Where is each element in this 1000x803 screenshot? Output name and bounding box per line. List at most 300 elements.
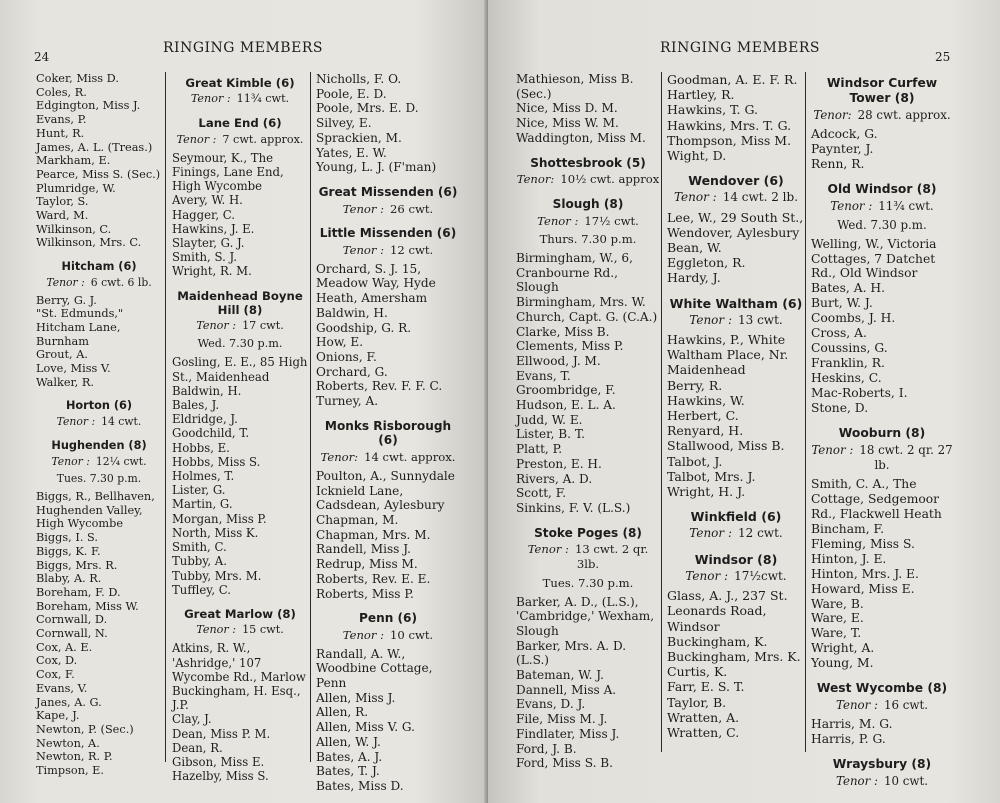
tower-entry [811, 182, 953, 416]
tower-heading: Great Missenden (6) [318, 184, 458, 199]
running-head: RINGING MEMBERS [163, 40, 323, 56]
member-name: Ford, J. B. [516, 741, 577, 756]
member-name: Wright, A. [811, 641, 875, 656]
tenor-weight: 14 cwt. 2 lb. [722, 190, 799, 205]
tenor-line [516, 214, 660, 229]
member-name: Wratten, A. [667, 709, 740, 725]
member-name: Clements, Miss P. [516, 339, 624, 354]
member-name: Baldwin, H. [316, 305, 388, 320]
tower-entry [316, 226, 460, 408]
tenor-weight: 14 cwt. approx. [364, 450, 456, 465]
tenor-weight: 15 cwt. [242, 623, 284, 637]
member-name: Ellwood, J. M. [516, 353, 601, 368]
tenor-line [811, 199, 953, 214]
member-name: Onions, F. [316, 349, 377, 364]
member-name: Hartley, R. [667, 87, 735, 103]
tenor-line [516, 172, 660, 187]
tenor-label: Tenor : [190, 92, 231, 106]
member-name: Hawkins, T. G. [667, 102, 758, 118]
tenor-label: Tenor : [527, 542, 569, 557]
tower-entry [172, 607, 308, 783]
member-name: Hobbs, E. [172, 440, 230, 455]
member-name: Mac-Roberts, I. [811, 386, 908, 401]
tower-entry [811, 426, 953, 671]
member-name: Randell, Miss J. [316, 542, 411, 557]
member-name: Chapman, Mrs. M. [316, 527, 431, 542]
member-name: Sinkins, F. V. (L.S.) [516, 500, 631, 515]
member-name: Paynter, J. [811, 141, 874, 156]
tower-entry [667, 552, 805, 740]
member-name: Wilkinson, C. [36, 222, 112, 236]
member-name: Wright, R. M. [172, 264, 252, 279]
member-name: Judd, W. E. [516, 412, 583, 427]
member-name: Chapman, M. [316, 512, 399, 527]
tenor-line [36, 276, 162, 290]
member-name: Newton, P. (Sec.) [36, 722, 134, 736]
tower-heading: Wooburn (8) [838, 426, 926, 441]
member-name: Barker, Mrs. A. D. (L.S.) [516, 638, 627, 668]
member-name: Smith, C. [172, 540, 227, 555]
tenor-line [316, 202, 460, 217]
member-name: Wratten, C. [667, 724, 740, 740]
tower-entry [36, 260, 162, 389]
member-name: Walker, R. [36, 375, 94, 389]
member-name: Tubby, A. [172, 554, 227, 569]
tower-entry [667, 296, 805, 500]
member-name: Cornwall, D. [36, 613, 108, 627]
tenor-weight: 6 cwt. 6 lb. [90, 275, 152, 289]
tower-entry [172, 116, 308, 278]
tenor-label: Tenor : [342, 627, 385, 642]
member-name: Lister, G. [172, 483, 226, 498]
member-name: Buckingham, Mrs. K. [667, 648, 801, 664]
member-name: Plumridge, W. [36, 181, 116, 195]
member-name: James, A. L. (Treas.) [36, 140, 153, 154]
tenor-line [516, 542, 660, 571]
member-name: Nice, Miss W. M. [516, 116, 619, 131]
tower-heading: Great Kimble (6) [185, 76, 295, 90]
member-name: Heskins, C. [811, 371, 882, 386]
member-name: Hagger, C. [172, 207, 236, 222]
tower-heading: White Waltham (6) [669, 295, 803, 311]
member-name: Goodship, G. R. [316, 320, 412, 335]
tenor-label: Tenor : [51, 454, 90, 468]
member-name: Clay, J. [172, 712, 212, 727]
member-name: Kape, J. [36, 709, 80, 723]
tower-entry [667, 72, 805, 163]
left-page [0, 0, 488, 803]
member-name: Evans, V. [36, 681, 88, 695]
member-name: Redrup, Miss M. [316, 557, 418, 572]
member-name: Burt, W. J. [811, 296, 873, 311]
member-name: Wilkinson, Mrs. C. [36, 236, 142, 250]
column-rule [805, 72, 806, 752]
member-name: Martin, G. [172, 497, 233, 512]
tenor-label: Tenor: [516, 172, 555, 187]
member-name: Young, M. [811, 656, 874, 671]
tower-entry [516, 197, 660, 516]
tenor-label: Tenor : [685, 568, 729, 583]
tenor-label: Tenor : [673, 190, 717, 205]
member-name: Ware, B. [811, 596, 864, 611]
tenor-weight: 17 cwt. [242, 319, 284, 333]
tower-entry [36, 72, 162, 250]
member-name: Edgington, Miss J. [36, 99, 141, 113]
right-column-2 [667, 72, 805, 740]
tower-entry [811, 757, 953, 789]
tower-heading: Wendover (6) [688, 173, 784, 189]
member-name: Hinton, Mrs. J. E. [811, 566, 919, 581]
member-name: Bates, T. J. [316, 764, 380, 779]
member-name: Barker, A. D., (L.S.), 'Cambridge,' Wexham, Slough [516, 594, 655, 638]
tenor-label: Tenor : [689, 312, 732, 327]
member-name: Clarke, Miss B. [516, 324, 610, 339]
member-name: Findlater, Miss J. [516, 726, 620, 741]
member-name: Lister, B. T. [516, 427, 585, 442]
member-name: Talbot, Mrs. J. [667, 468, 756, 484]
member-name: Church, Capt. G. (C.A.) [516, 309, 658, 324]
tenor-weight: 7 cwt. approx. [222, 132, 304, 146]
member-name: Hawkins, J. E. [172, 221, 255, 236]
member-name: Hazelby, Miss S. [172, 769, 269, 784]
member-name: Welling, W., Victoria Cottages, 7 Datchet Rd., Old Windsor [811, 236, 937, 281]
member-name: Gibson, Miss E. [172, 754, 265, 769]
member-name: Buckingham, H. Esq., J.P. [172, 683, 301, 713]
member-name: Renn, R. [811, 156, 865, 171]
running-head: RINGING MEMBERS [660, 40, 820, 56]
tower-entry [316, 72, 460, 175]
tenor-weight: 12¼ cwt. [95, 454, 147, 468]
tower-entry [516, 156, 660, 187]
member-name: Janes, A. G. [36, 695, 102, 709]
member-name: How, E. [316, 335, 364, 350]
member-name: Birmingham, Mrs. W. [516, 295, 646, 310]
tower-heading: Lane End (6) [198, 116, 282, 131]
tower-entry [172, 76, 308, 106]
member-name: Evans, D. J. [516, 697, 586, 712]
member-name: Orchard, G. [316, 364, 388, 379]
column-rule [310, 72, 311, 762]
tower-heading: Slough (8) [552, 196, 624, 211]
member-name: Nicholls, F. O. [316, 72, 402, 86]
member-name: Talbot, J. [667, 453, 723, 469]
tenor-weight: 13 cwt. 2 qr. 3lb. [574, 542, 649, 572]
member-name: Sprackien, M. [316, 130, 402, 145]
left-column-3 [316, 72, 460, 794]
member-name: Roberts, Rev. E. E. [316, 571, 431, 586]
member-name: Baldwin, H. [172, 383, 242, 398]
left-column-1 [36, 72, 162, 778]
tenor-line [172, 319, 308, 333]
member-name: Roberts, Miss P. [316, 586, 414, 601]
member-name: Smith, S. J. [172, 250, 237, 265]
tenor-label: Tenor : [196, 623, 237, 637]
member-name: Thompson, Miss M. [667, 132, 792, 148]
member-name: Buckingham, K. [667, 633, 768, 649]
member-name: Dannell, Miss A. [516, 682, 617, 697]
tenor-weight: 16 cwt. [884, 698, 928, 713]
member-name: Hobbs, Miss S. [172, 454, 261, 469]
tenor-line [811, 443, 953, 473]
member-name: Harris, P. G. [811, 732, 886, 747]
tenor-weight: 10½ cwt. approx [560, 172, 660, 187]
member-name: Dean, Miss P. M. [172, 726, 271, 741]
member-name: Taylor, B. [667, 694, 727, 710]
tower-heading: Hughenden (8) [51, 438, 147, 452]
practice-night: Thurs. 7.30 p.m. [539, 232, 637, 247]
member-name: Allen, Miss V. G. [316, 720, 415, 735]
tenor-weight: 26 cwt. [390, 201, 434, 216]
tower-entry [172, 289, 308, 597]
tenor-line [316, 628, 460, 643]
tenor-weight: 10 cwt. [884, 774, 928, 789]
tower-entry [811, 681, 953, 747]
member-name: Orchard, S. J. 15, Meadow Way, Hyde Heath, Amersham [316, 261, 436, 306]
tower-entry [516, 72, 660, 146]
tenor-line [172, 623, 308, 637]
member-name: Timpson, E. [36, 764, 104, 778]
member-name: Fleming, Miss S. [811, 536, 915, 551]
member-name: Curtis, K. [667, 664, 728, 680]
member-name: Waddington, Miss M. [516, 130, 646, 145]
member-name: Stone, D. [811, 401, 869, 416]
tenor-label: Tenor : [830, 198, 873, 213]
member-name: Glass, A. J., 237 St. Leonards Road, Windsor [667, 588, 788, 634]
tenor-label: Tenor : [176, 132, 217, 146]
practice-night: Wed. 7.30 p.m. [197, 337, 283, 351]
tenor-weight: 13 cwt. [738, 312, 783, 327]
member-name: Newton, R. P. [36, 750, 113, 764]
member-name: Love, Miss V. [36, 362, 111, 376]
tenor-weight: 14 cwt. [101, 415, 142, 429]
member-name: Lee, W., 29 South St., Wendover, Aylesbury [667, 209, 804, 240]
tower-heading: Windsor Curfew Tower (8) [826, 76, 938, 105]
member-name: Allen, W. J. [316, 734, 381, 749]
member-name: Scott, F. [516, 486, 567, 501]
member-name: Goodman, A. E. F. R. [667, 72, 798, 87]
page-number: 24 [34, 50, 50, 64]
member-name: Berry, R. [667, 377, 723, 393]
tenor-label: Tenor: [320, 450, 359, 465]
member-name: Biggs, R., Bellhaven, Hughenden Valley, High Wycombe [36, 489, 155, 531]
tower-entry [316, 611, 460, 793]
member-name: Bateman, W. J. [516, 668, 605, 683]
member-name: Coombs, J. H. [811, 311, 896, 326]
tower-heading: Windsor (8) [694, 551, 778, 567]
member-name: Cox, A. E. [36, 640, 93, 654]
member-name: "St. Edmunds," Hitcham Lane, Burnham [36, 307, 124, 348]
member-name: Smith, C. A., The Cottage, Sedgemoor Rd., Flackwell Heath [811, 476, 942, 521]
member-name: Eggleton, R. [667, 255, 746, 271]
member-name: Poulton, A., Sunnydale Icknield Lane, Cadsdean, Aylesbury [316, 468, 455, 513]
member-name: Bean, W. [667, 240, 722, 256]
tower-heading: Shottesbrook (5) [530, 155, 646, 170]
member-name: Coles, R. [36, 85, 87, 99]
member-name: Cox, F. [36, 668, 75, 682]
tenor-line [172, 92, 308, 106]
member-name: Holmes, T. [172, 469, 235, 484]
member-name: Cross, A. [811, 326, 867, 341]
member-name: Tubby, Mrs. M. [172, 568, 262, 583]
tenor-label: Tenor : [46, 275, 85, 289]
tenor-weight: 11¾ cwt. [236, 92, 290, 106]
tenor-label: Tenor : [342, 201, 385, 216]
tenor-label: Tenor : [689, 526, 732, 541]
member-name: Stallwood, Miss B. [667, 438, 785, 454]
tenor-label: Tenor : [342, 243, 385, 258]
tenor-weight: 12 cwt. [390, 243, 434, 258]
member-name: Poole, Mrs. E. D. [316, 101, 419, 116]
tenor-label: Tenor : [836, 774, 879, 789]
member-name: Yates, E. W. [316, 145, 387, 160]
member-name: Allen, R. [316, 705, 369, 720]
left-column-2 [172, 72, 308, 783]
member-name: Ford, Miss S. B. [516, 756, 614, 771]
member-name: Boreham, Miss W. [36, 599, 139, 613]
tower-heading: Maidenhead Boyne Hill (8) [177, 288, 303, 317]
member-name: Tuffley, C. [172, 582, 232, 597]
practice-night: Tues. 7.30 p.m. [542, 575, 634, 590]
tower-heading: Horton (6) [65, 399, 133, 413]
member-name: Roberts, Rev. F. F. C. [316, 379, 443, 394]
member-name: Boreham, F. D. [36, 585, 121, 599]
member-name: Ware, T. [811, 626, 862, 641]
tower-entry [667, 509, 805, 541]
tower-heading: Old Windsor (8) [827, 181, 937, 196]
member-name: Silvey, E. [316, 116, 372, 131]
member-name: Poole, E. D. [316, 86, 387, 101]
member-name: Bates, Miss D. [316, 778, 404, 793]
tenor-line [667, 313, 805, 328]
tenor-label: Tenor : [196, 319, 237, 333]
member-name: Wight, D. [667, 148, 727, 164]
member-name: Blaby, A. R. [36, 572, 102, 586]
member-name: Taylor, S. [36, 195, 89, 209]
tower-heading: Great Marlow (8) [184, 606, 296, 621]
member-name: Coussins, G. [811, 341, 888, 356]
tenor-label: Tenor : [537, 213, 579, 228]
member-name: Markham, E. [36, 154, 111, 168]
page-number: 25 [935, 50, 951, 64]
member-name: Hudson, E. L. A. [516, 398, 616, 413]
member-name: Dean, R. [172, 740, 223, 755]
tower-entry [811, 76, 953, 172]
tower-heading: Wraysbury (8) [832, 757, 932, 772]
member-name: Bates, A. H. [811, 281, 886, 296]
member-name: Avery, W. H. [172, 193, 243, 208]
tower-heading: West Wycombe (8) [816, 681, 948, 696]
member-name: Cox, D. [36, 654, 78, 668]
member-name: Grout, A. [36, 348, 88, 362]
tower-heading: Winkfield (6) [690, 509, 782, 525]
member-name: Hinton, J. E. [811, 551, 887, 566]
tenor-line [811, 698, 953, 713]
member-name: Biggs, I. S. [36, 531, 98, 545]
member-name: Cornwall, N. [36, 627, 108, 641]
practice-night: Wed. 7.30 p.m. [837, 217, 927, 232]
tenor-line [172, 133, 308, 147]
member-name: Evans, T. [516, 368, 571, 383]
member-name: Nice, Miss D. M. [516, 101, 618, 116]
member-name: Hawkins, P., White Waltham Place, Nr. Maidenhead [667, 332, 789, 378]
member-name: Franklin, R. [811, 356, 885, 371]
tenor-line [811, 774, 953, 789]
tenor-weight: 18 cwt. 2 qr. 27 lb. [859, 442, 953, 472]
member-name: Ware, E. [811, 611, 864, 626]
tenor-label: Tenor: [813, 107, 852, 122]
tenor-weight: 17½ cwt. [584, 213, 639, 228]
tenor-label: Tenor : [811, 442, 854, 457]
member-name: Evans, P. [36, 113, 87, 127]
member-name: Goodchild, T. [172, 426, 250, 441]
member-name: Eldridge, J. [172, 412, 238, 427]
member-name: Bincham, F. [811, 521, 885, 536]
member-name: Renyard, H. [667, 423, 744, 439]
member-name: Hunt, R. [36, 126, 85, 140]
member-name: Atkins, R. W., 'Ashridge,' 107 Wycombe Rd., Marlow [172, 641, 306, 684]
tower-entry [316, 185, 460, 216]
tenor-weight: 17½cwt. [734, 568, 787, 583]
right-column-1 [516, 72, 660, 771]
tenor-label: Tenor : [56, 415, 96, 429]
tenor-line [36, 415, 162, 429]
member-name: Birmingham, W., 6, Cranbourne Rd., Slough [516, 251, 633, 295]
tower-entry [36, 439, 162, 778]
right-column-3 [811, 72, 953, 793]
member-name: Platt, P. [516, 442, 563, 457]
member-name: Rivers, A. D. [516, 471, 593, 486]
member-name: Wright, H. J. [667, 484, 746, 500]
member-name: Slayter, G. J. [172, 236, 245, 251]
member-name: Adcock, G. [811, 126, 878, 141]
member-name: Gosling, E. E., 85 High St., Maidenhead [172, 355, 308, 384]
tenor-line [811, 108, 953, 123]
member-name: North, Miss K. [172, 525, 259, 540]
tower-heading: Stoke Poges (8) [534, 525, 642, 540]
member-name: Pearce, Miss S. (Sec.) [36, 167, 161, 181]
tenor-line [667, 190, 805, 205]
tenor-line [36, 455, 162, 469]
member-name: Berry, G. J. [36, 293, 97, 307]
tower-heading: Hitcham (6) [61, 260, 137, 274]
right-page [488, 0, 1000, 803]
tower-entry [36, 399, 162, 428]
tower-heading: Little Missenden (6) [319, 226, 457, 241]
tower-heading: Monks Risborough (6) [324, 418, 452, 448]
tower-heading: Penn (6) [359, 611, 417, 626]
member-name: Biggs, K. F. [36, 544, 101, 558]
member-name: Harris, M. G. [811, 717, 893, 732]
tenor-line [667, 569, 805, 584]
tenor-line [316, 243, 460, 258]
member-name: Mathieson, Miss B. (Sec.) [516, 72, 634, 101]
member-name: Hardy, J. [667, 270, 721, 286]
member-name: Ward, M. [36, 209, 89, 223]
member-name: Young, L. J. (F'man) [316, 160, 437, 175]
member-name: File, Miss M. J. [516, 712, 608, 727]
practice-night: Tues. 7.30 p.m. [56, 472, 142, 486]
member-name: Newton, A. [36, 736, 100, 750]
tower-entry [316, 419, 460, 601]
member-name: Bates, A. J. [316, 749, 383, 764]
tenor-line [316, 450, 460, 465]
tenor-weight: 12 cwt. [738, 526, 783, 541]
member-name: Allen, Miss J. [316, 690, 396, 705]
member-name: Randall, A. W., Woodbine Cottage, Penn [316, 646, 433, 691]
tenor-label: Tenor : [836, 698, 879, 713]
column-rule [165, 72, 166, 762]
member-name: Herbert, C. [667, 408, 739, 424]
